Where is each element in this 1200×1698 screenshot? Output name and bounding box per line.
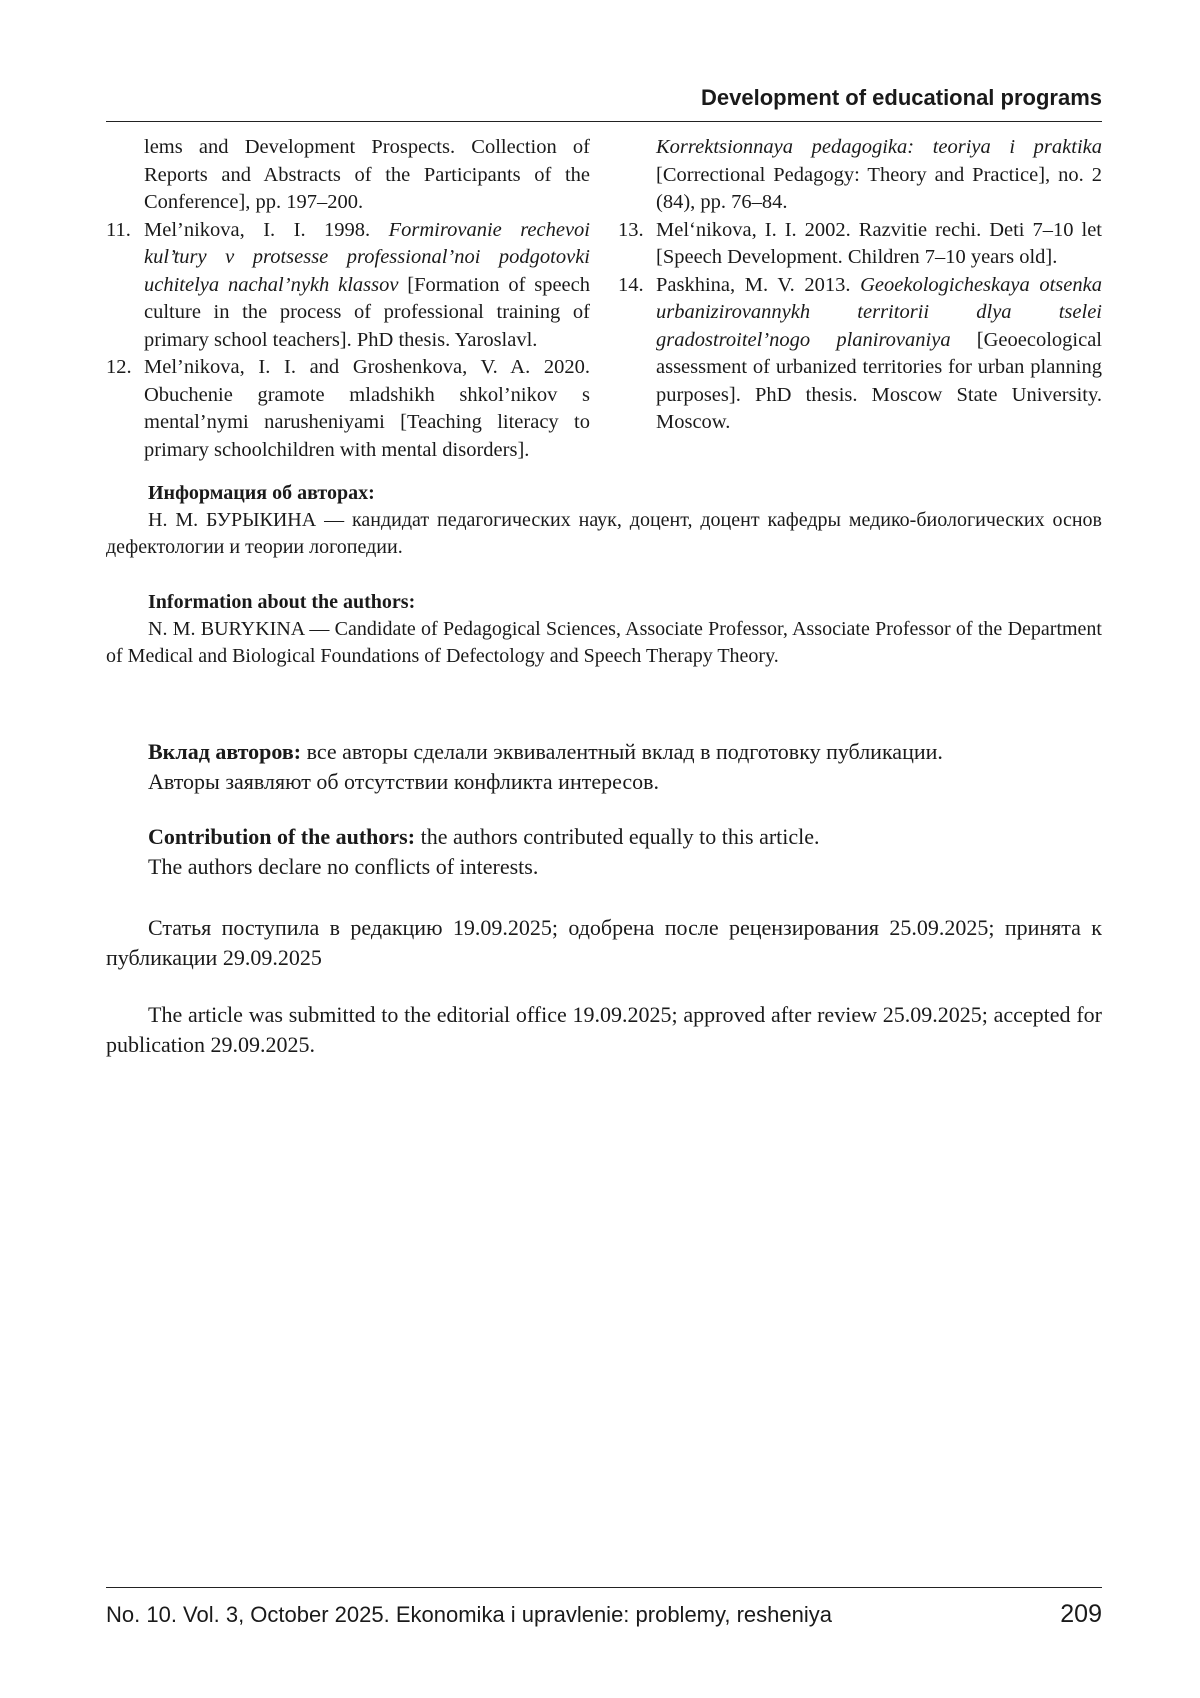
- contribution-en-text: the authors contributed equally to this article.: [415, 824, 820, 849]
- dates-ru: [106, 913, 1102, 973]
- conflict-en: The authors declare no conflicts of interests.: [148, 854, 539, 879]
- reference-italic-title: Geoekologicheskaya otsenka urbanizirovannykh territorii dlya tselei gradostroitel’nogo planirovaniya: [656, 273, 1102, 351]
- reference-item: [618, 134, 1102, 217]
- references-left-column: [106, 134, 590, 464]
- reference-text-part: Paskhina, M. V. 2013.: [656, 273, 861, 296]
- reference-item: [106, 134, 590, 217]
- reference-text: [144, 354, 590, 464]
- contribution-en-label: Contribution of the authors:: [148, 824, 416, 849]
- authors-info-en-text: N. M. BURYKINA — Candidate of Pedagogical Sciences, Associate Professor, Associate Professor of the Department of Medical and Biological Foundations of Defectology and Speech Therapy Theory.: [106, 618, 1102, 667]
- running-header: Development of educational programs: [701, 85, 1102, 110]
- reference-text-part: [Formation of speech culture in the process of professional training of primary school teachers]. PhD thesis. Yaroslavl.: [144, 273, 591, 351]
- reference-text: [144, 217, 590, 355]
- reference-text-part: [Correctional Pedagogy: Theory and Practice], no. 2 (84), pp. 76–84.: [656, 163, 1102, 213]
- authors-info-ru-text: Н. М. БУРЫКИНА — кандидат педагогических наук, доцент, доцент кафедры медико-биологических основ дефектологии и теории логопедии.: [106, 509, 1102, 558]
- references-columns: [106, 134, 1102, 464]
- authors-info-ru: [106, 480, 1102, 561]
- reference-text-part: Mel’nikova, I. I. 1998.: [144, 218, 389, 241]
- footer-rule: [106, 1587, 1102, 1588]
- reference-text: [106, 134, 590, 217]
- reference-text-part: Mel’nikova, I. I. and Groshenkova, V. A. 2020. Obuchenie gramote mladshikh shkol’nikov s mental’nymi narusheniyami [Teaching literacy to primary schoolchildren with mental disorders].: [144, 356, 590, 461]
- contribution-en: [106, 822, 1102, 882]
- authors-info-ru-title: Информация об авторах:: [148, 482, 375, 504]
- page-footer: [106, 1600, 1102, 1629]
- authors-info-en-title: Information about the authors:: [148, 591, 416, 613]
- reference-text-part: Mel‘nikova, I. I. 2002. Razvitie rechi. Deti 7–10 let [Speech Development. Children 7–10 years old].: [656, 218, 1102, 268]
- contribution-ru-label: Вклад авторов:: [148, 739, 302, 764]
- authors-info-en: [106, 589, 1102, 670]
- reference-number: 14.: [618, 273, 644, 296]
- reference-item: [618, 217, 1102, 272]
- page-number: 209: [1060, 1600, 1102, 1628]
- reference-text: [618, 134, 1102, 217]
- conflict-ru: Авторы заявляют об отсутствии конфликта интересов.: [148, 769, 660, 794]
- dates-en: [106, 1000, 1102, 1060]
- dates-en-text: The article was submitted to the editorial office 19.09.2025; approved after review 25.09.2025; accepted for publication 29.09.2025.: [106, 1002, 1102, 1057]
- reference-item: [618, 272, 1102, 437]
- reference-number: 12.: [106, 356, 132, 378]
- reference-text-part: [Geoecological assessment of urbanized territories for urban planning purposes]. PhD thesis. Moscow State University. Moscow.: [656, 328, 1102, 433]
- reference-item: [106, 354, 590, 464]
- reference-text: [656, 217, 1102, 272]
- header-rule: [106, 121, 1102, 122]
- dates-ru-text: Статья поступила в редакцию 19.09.2025; одобрена после рецензирования 25.09.2025; принята к публикации 29.09.2025: [106, 915, 1102, 970]
- reference-number: 13.: [618, 218, 644, 241]
- journal-citation: No. 10. Vol. 3, October 2025. Ekonomika i upravlenie: problemy, resheniya: [106, 1602, 832, 1627]
- reference-italic-title: Formirovanie rechevoi kul’tury v protsesse professional’noi podgotovki uchitelya nachal’nykh klassov: [144, 218, 590, 296]
- reference-number: 11.: [106, 218, 131, 241]
- reference-text-part: lems and Development Prospects. Collection of Reports and Abstracts of the Participants of the Conference], pp. 197–200.: [144, 136, 590, 213]
- contribution-ru-text: все авторы сделали эквивалентный вклад в подготовку публикации.: [301, 739, 943, 764]
- reference-text: [656, 272, 1102, 437]
- references-right-column: [618, 134, 1102, 464]
- contribution-ru: [106, 737, 1102, 797]
- reference-italic-title: Korrektsionnaya pedagogika: teoriya i praktika: [656, 136, 1102, 158]
- reference-item: [106, 217, 590, 355]
